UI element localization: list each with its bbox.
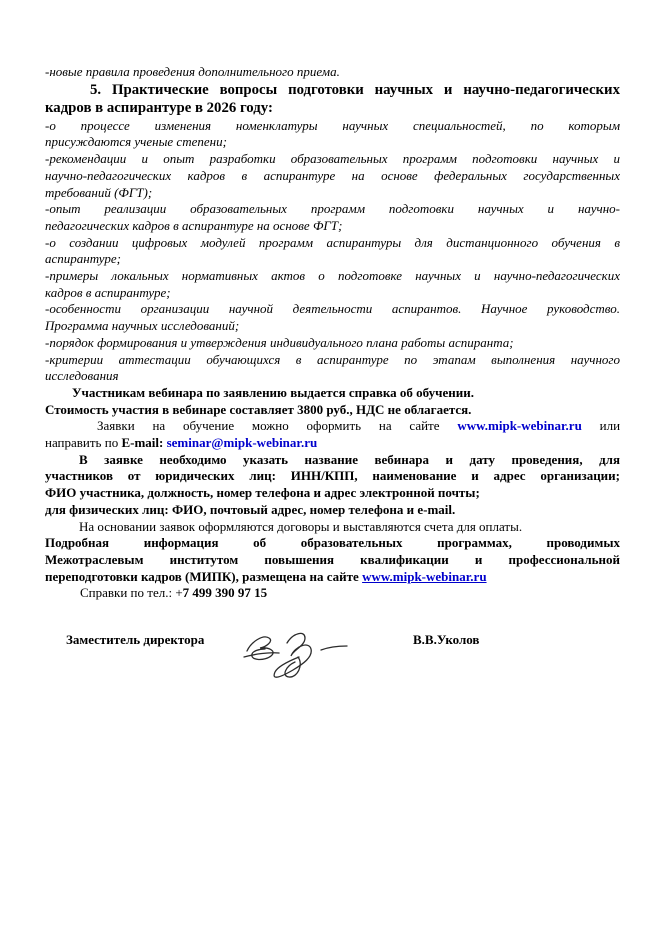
contracts-line: На основании заявок оформляются договоры и выставляются счета для оплаты. <box>79 518 523 534</box>
apply-line-2 <box>45 435 620 452</box>
email-prefix-text: направить по <box>45 435 119 451</box>
request-line: для физических лиц: ФИО, почтовый адрес, номер телефона и e-mail. <box>45 501 456 517</box>
info-line-2: Межотраслевым институтом повышения квалификации и профессиональной <box>45 551 620 567</box>
agenda-line: кадров в аспирантуре; <box>45 284 171 300</box>
price-line: Стоимость участия в вебинаре составляет 3800 руб., НДС не облагается. <box>45 401 472 417</box>
phone-number: 7 499 390 97 15 <box>182 585 268 601</box>
info-line-3 <box>45 569 620 586</box>
agenda-line: педагогических кадров в аспирантуре на основе ФГТ; <box>45 217 343 233</box>
agenda-line: требований (ФГТ); <box>45 184 153 200</box>
request-line: ФИО участника, должность, номер телефона и адрес электронной почты; <box>45 485 480 501</box>
agenda-line: аспирантуре; <box>45 251 121 267</box>
agenda-line: -особенности организации научной деятельности аспирантов. Научное руководство. <box>45 301 620 317</box>
signatory-name: В.В.Уколов <box>413 632 480 648</box>
intro-line: -новые правила проведения дополнительного приема. <box>45 64 340 79</box>
agenda-line: -о создании цифровых модулей программ аспирантуры для дистанционного обучения в <box>45 234 620 250</box>
agenda-line: научно-педагогических кадров в аспирантуре на основе федеральных государственных <box>45 167 620 183</box>
certificate-line: Участникам вебинара по заявлению выдается справка об обучении. <box>72 384 474 400</box>
agenda-line: -опыт реализации образовательных программ подготовки научных и научно- <box>45 201 620 217</box>
apply-line-1 <box>45 418 620 435</box>
request-line: В заявке необходимо указать название вебинара и дату проведения, для <box>79 451 620 467</box>
agenda-line: -о процессе изменения номенклатуры научных специальностей, по которым <box>45 117 620 133</box>
info-line-1: Подробная информация об образовательных программах, проводимых <box>45 535 620 551</box>
phone-label: Справки по тел.: + <box>80 585 183 601</box>
request-line: участников от юридических лиц: ИНН/КПП, наименование и адрес организации; <box>45 468 620 484</box>
apply-text-pre: Заявки на обучение можно оформить на сайте <box>97 418 440 434</box>
phone-line <box>45 585 620 602</box>
agenda-line: -порядок формирования и утверждения индивидуального плана работы аспиранта; <box>45 334 514 350</box>
agenda-line: -критерии аттестации обучающихся в аспирантуре по этапам выполнения научного <box>45 351 620 367</box>
email-label: E-mail: <box>121 435 164 451</box>
section-heading-line1: 5. Практические вопросы подготовки научных и научно-педагогических <box>90 81 620 98</box>
agenda-line: Программа научных исследований; <box>45 318 240 334</box>
agenda-line: присуждаются ученые степени; <box>45 134 227 150</box>
agenda-line: -примеры локальных нормативных актов о подготовке научных и научно-педагогических <box>45 268 620 284</box>
section-heading-line2: кадров в аспирантуре в 2026 году: <box>45 100 273 117</box>
agenda-line: -рекомендации и опыт разработки образовательных программ подготовки научных и <box>45 151 620 167</box>
apply-text-post: или <box>599 418 621 434</box>
agenda-line: исследования <box>45 368 119 384</box>
email-link[interactable]: seminar@mipk-webinar.ru <box>166 435 318 451</box>
signatory-position: Заместитель директора <box>66 632 205 648</box>
site-link-underlined[interactable]: www.mipk-webinar.ru <box>362 568 487 584</box>
site-link[interactable]: www.mipk-webinar.ru <box>457 418 582 434</box>
info-text-pre: переподготовки кадров (МИПК), размещена на сайте <box>45 568 359 584</box>
signature-row <box>45 620 620 695</box>
signature-image <box>241 624 363 684</box>
